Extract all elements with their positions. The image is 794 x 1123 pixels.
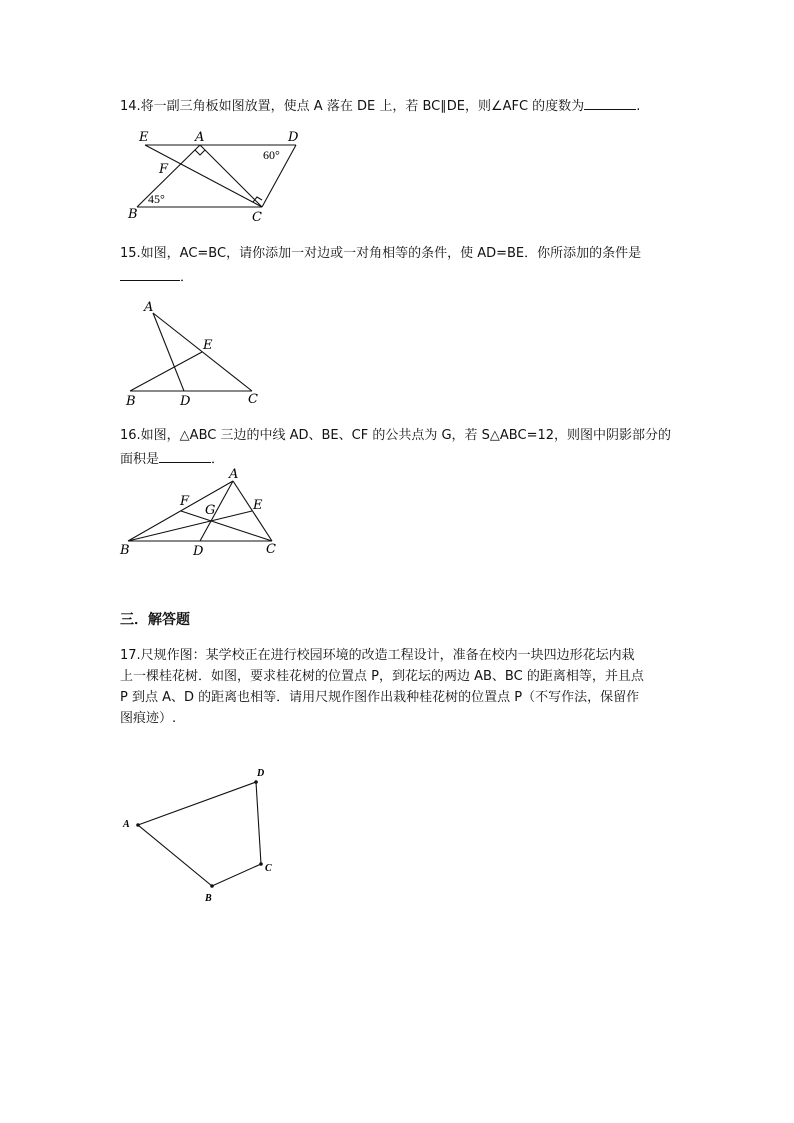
label-D: D xyxy=(288,130,299,145)
angle-label-45: 45° xyxy=(148,192,165,206)
question-17-line-1: 17.尺规作图：某学校正在进行校园环境的改造工程设计，准备在校内一块四边形花坛内栽 xyxy=(120,648,635,663)
label-D: D xyxy=(257,768,265,779)
label-A: A xyxy=(123,819,130,830)
label-E: E xyxy=(139,130,149,145)
quadrilateral-ABCD xyxy=(138,782,261,886)
label-C: C xyxy=(248,392,258,407)
label-C: C xyxy=(266,542,276,557)
label-F: F xyxy=(159,162,169,177)
question-16-end: ． xyxy=(211,452,225,467)
label-D: D xyxy=(193,544,204,559)
question-17-line-4: 图痕迹）. xyxy=(120,711,177,726)
label-E: E xyxy=(203,338,213,353)
label-B: B xyxy=(126,394,136,409)
label-B: B xyxy=(128,207,138,222)
label-D: D xyxy=(180,394,191,409)
question-17-line-2: 上一棵桂花树．如图，要求桂花树的位置点 P，到花坛的两边 AB、BC 的距离相等，并且点 xyxy=(120,669,644,684)
point-C xyxy=(259,862,263,866)
question-14-end: . xyxy=(636,99,641,114)
question-14-body: 14.将一副三角板如图放置，使点 A 落在 DE 上，若 BC∥DE，则∠AFC 的度数为 xyxy=(120,99,585,114)
label-B: B xyxy=(120,543,130,558)
point-D xyxy=(254,780,258,784)
question-15-end: ． xyxy=(180,270,194,285)
point-B xyxy=(210,884,214,888)
label-C: C xyxy=(265,863,272,874)
section-3-heading: 三．解答题 xyxy=(120,612,190,628)
angle-label-60: 60° xyxy=(263,148,280,162)
label-A: A xyxy=(229,467,239,482)
label-B: B xyxy=(205,893,212,904)
label-A: A xyxy=(144,300,154,315)
question-16-body: 16.如图，△ABC 三边的中线 AD、BE、CF 的公共点为 G，若 S△ABC=12，则图中阴影部分的 xyxy=(120,428,672,443)
point-A xyxy=(136,823,140,827)
label-G: G xyxy=(205,503,216,518)
label-F: F xyxy=(180,494,190,509)
question-17-line-3: P 到点 A、D 的距离也相等．请用尺规作图作出栽种桂花树的位置点 P（不写作法，保留作 xyxy=(120,690,640,705)
label-C: C xyxy=(252,210,262,225)
label-E: E xyxy=(253,498,263,513)
question-15-body: 15.如图，AC=BC，请你添加一对边或一对角相等的条件，使 AD=BE．你所添加的条件是 xyxy=(120,246,642,261)
question-16-line2: 面积是 xyxy=(120,452,160,467)
label-A: A xyxy=(195,130,205,145)
